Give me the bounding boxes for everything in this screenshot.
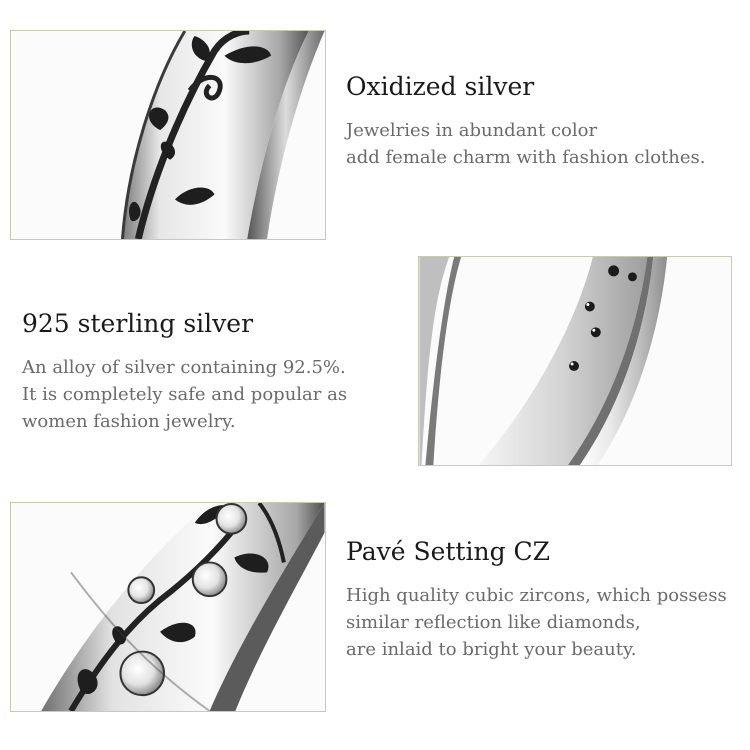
feature-title: 925 sterling silver bbox=[22, 309, 254, 338]
feature-pave-setting bbox=[346, 538, 727, 663]
feature-oxidized-silver bbox=[346, 73, 706, 171]
feature-description-line: add female charm with fashion clothes. bbox=[346, 146, 706, 168]
ring-polished-band-image bbox=[419, 257, 731, 465]
sterling-silver-image bbox=[418, 256, 732, 466]
ring-pave-stones-image bbox=[11, 503, 325, 711]
feature-description-line: are inlaid to bright your beauty. bbox=[346, 638, 637, 660]
oxidized-silver-image bbox=[10, 30, 326, 240]
feature-description-line: Jewelries in abundant color bbox=[346, 119, 598, 141]
feature-title: Pavé Setting CZ bbox=[346, 537, 551, 566]
feature-sterling-silver bbox=[22, 310, 347, 435]
feature-description-line: An alloy of silver containing 92.5%. bbox=[22, 356, 346, 378]
feature-description-line: It is completely safe and popular as bbox=[22, 383, 348, 405]
feature-description-line: similar reflection like diamonds, bbox=[346, 611, 641, 633]
ring-vine-engraving-image bbox=[11, 31, 325, 239]
feature-description-line: High quality cubic zircons, which possess bbox=[346, 584, 727, 606]
pave-setting-image bbox=[10, 502, 326, 712]
feature-description-line: women fashion jewelry. bbox=[22, 410, 236, 432]
feature-title: Oxidized silver bbox=[346, 72, 535, 101]
